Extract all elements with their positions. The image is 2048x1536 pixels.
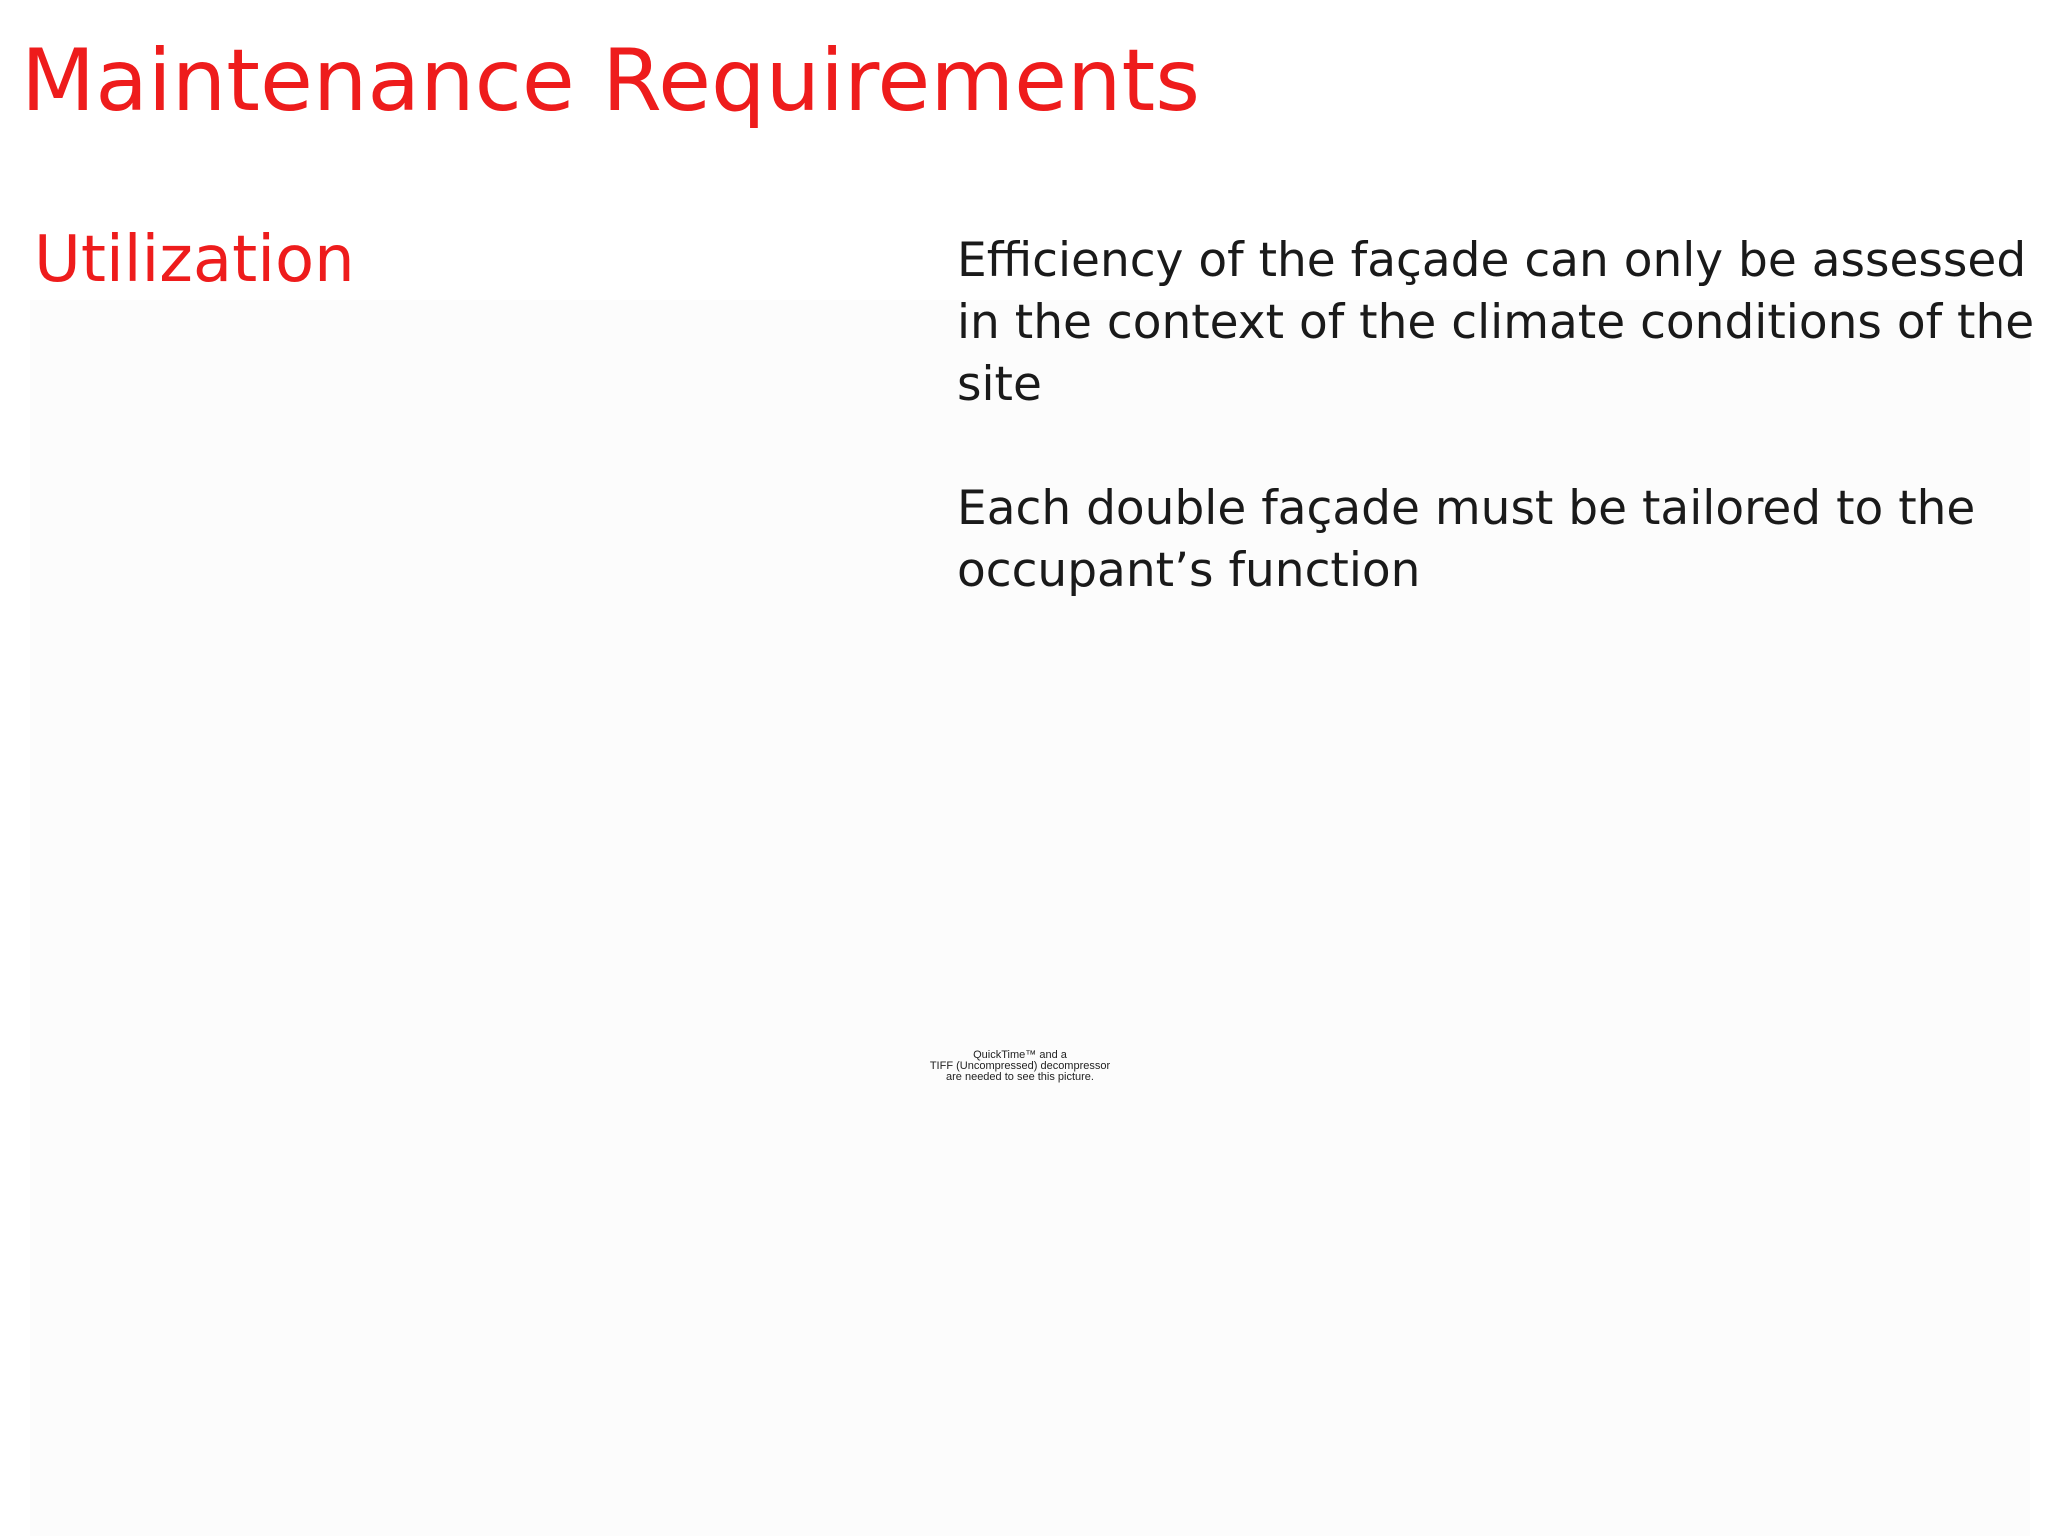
quicktime-notice-line: QuickTime™ and a — [973, 1049, 1067, 1061]
body-text — [957, 230, 2037, 664]
paragraph-efficiency: Efficiency of the façade can only be assessed in the context of the climate conditions of the site — [957, 233, 2035, 412]
section-heading: Utilization — [34, 223, 355, 297]
quicktime-notice-line: TIFF (Uncompressed) decompressor — [929, 1060, 1111, 1072]
quicktime-notice-line: are needed to see this picture. — [946, 1071, 1094, 1083]
quicktime-notice — [880, 1050, 1160, 1083]
paragraph-tailored: Each double façade must be tailored to the occupant’s function — [957, 481, 1976, 598]
slide-title: Maintenance Requirements — [21, 31, 1201, 131]
